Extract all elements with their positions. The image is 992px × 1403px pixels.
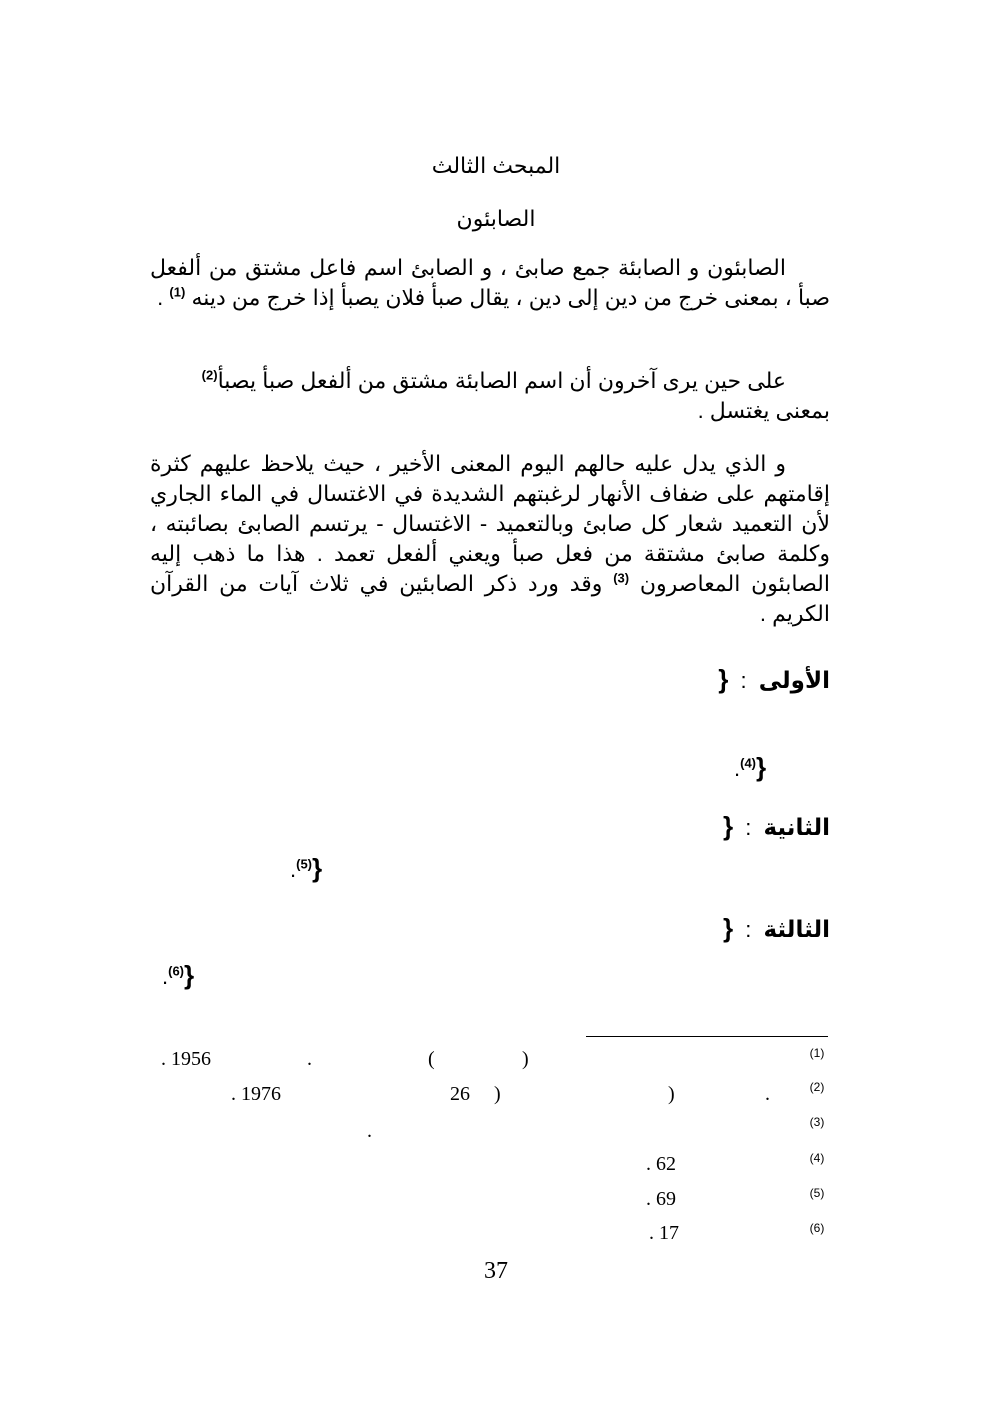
paragraph-3 [150,449,830,629]
verse-third-end [162,960,194,991]
verse-second-open-brace: { [722,811,734,841]
paragraph-2-tail: بمعنى يغتسل . [697,398,830,423]
verse-second-label: الثانية [763,814,830,840]
footnote-2-paren-b: ) [668,1083,675,1105]
section-heading: المبحث الثالث [431,153,561,178]
verse-first-label: الأولى [758,667,830,693]
paragraph-3-text: و الذي يدل عليه حالهم اليوم المعنى الأخير ، حيث يلاحظ عليهم كثرة إقامتهم على ضفاف الأنهار لرغبتهم الشديدة في الاغتسال في الماء الجاري لأن التعميد شعار كل صابئ وبالتعميد - الاغتسال - يرتسم الصابئ بصائبته ، وكلمة صابئ مشتقة من فعل صبأ ويعني ألفعل تعمد . هذا ما ذهب إليه الصابئون المعاصرون [150,451,830,596]
verse-first-open-brace: { [718,664,729,694]
verse-first-dot: . [734,756,741,781]
verse-third [723,913,830,944]
footnote-ref-5: (5) [296,856,313,872]
footnote-ref-4: (4) [740,755,757,771]
footnote-2-number: 26 [450,1083,470,1105]
footnote-number-1: (1) [809,1046,825,1060]
verse-second-colon: : [745,815,752,840]
verse-third-close-brace: } [184,960,195,990]
footnote-1-dot: . [307,1048,312,1070]
page-number: 37 [484,1258,508,1284]
footnote-ref-3: (3) [613,570,630,586]
footnote-number-4: (4) [809,1151,825,1165]
verse-third-colon: : [745,917,752,942]
verse-second-dot: . [290,857,297,882]
footnote-number-2: (2) [809,1080,825,1094]
verse-first [718,664,830,695]
paragraph-1-end: . [157,285,164,310]
footnote-separator [586,1036,828,1037]
paragraph-2 [150,366,830,426]
verse-third-dot: . [162,964,169,989]
footnote-1-paren-open: ( [428,1048,435,1070]
paragraph-2-text: على حين يرى آخرون أن اسم الصابئة مشتق من ألفعل صبأ يصبأ [217,368,786,393]
footnote-number-5: (5) [809,1186,825,1200]
section-title: الصابئون [456,206,536,231]
verse-first-end [734,752,766,783]
footnote-5-value: . 69 [646,1188,676,1210]
paragraph-1 [150,253,830,313]
verse-first-close-brace: } [756,752,767,782]
verse-first-colon: : [740,668,747,693]
footnote-6-value: . 17 [649,1222,679,1244]
footnote-number-3: (3) [809,1115,825,1129]
footnote-2-paren-a: ) [494,1083,501,1105]
verse-second [723,811,830,842]
verse-third-open-brace: { [722,913,734,943]
footnote-2-dot: . [765,1083,770,1105]
paragraph-3-text-end: وقد ورد ذكر الصابئين في ثلاث آيات من القرآن الكريم . [150,571,830,626]
verse-second-end [290,853,322,884]
footnote-1-year: . 1956 [161,1048,211,1070]
footnote-ref-2: (2) [201,367,218,383]
footnote-2-year: . 1976 [231,1083,281,1105]
footnote-3-dot: . [367,1120,372,1142]
footnote-1-paren-close: ) [522,1048,529,1070]
footnote-ref-1: (1) [169,284,186,300]
verse-third-label: الثالثة [763,916,830,942]
verse-second-close-brace: } [312,853,323,883]
paragraph-1-text: الصابئون و الصابئة جمع صابئ ، و الصابئ اسم فاعل مشتق من ألفعل صبأ ، بمعنى خرج من دين إلى دين ، يقال صبأ فلان يصبأ إذا خرج من دينه [150,255,830,310]
footnote-number-6: (6) [809,1221,825,1235]
footnote-ref-6: (6) [168,963,185,979]
footnote-4-value: . 62 [646,1153,676,1175]
